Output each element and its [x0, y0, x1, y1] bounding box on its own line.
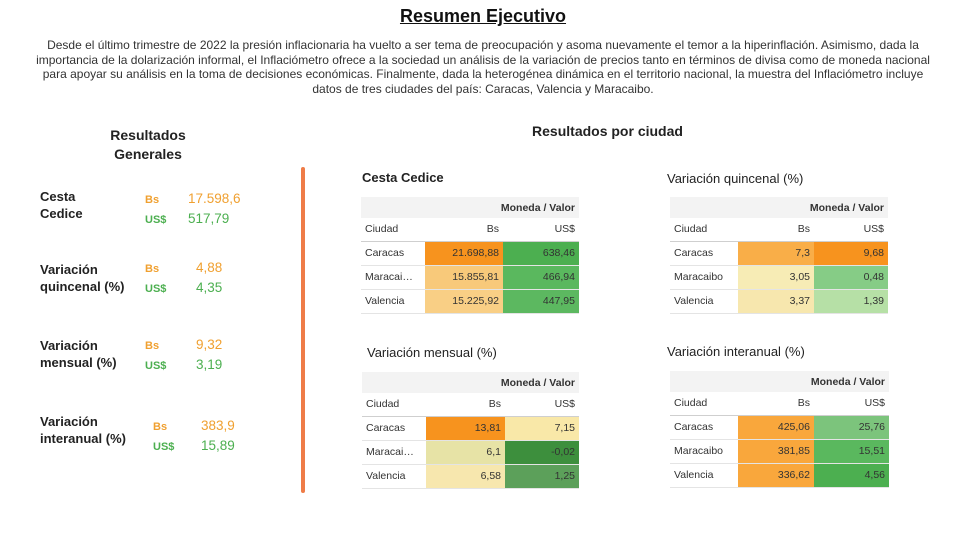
bs-value: 383,9	[201, 418, 235, 433]
table-header	[670, 218, 888, 241]
table-row	[670, 439, 889, 463]
cell-bs: 425,06	[738, 415, 814, 439]
metric-label-line2: interanual (%)	[40, 431, 126, 446]
table-title-unit: (%)	[472, 345, 497, 360]
cell-usd: 466,94	[503, 265, 579, 289]
city-table	[361, 197, 579, 314]
bs-value: 9,32	[196, 337, 223, 352]
table-row	[362, 464, 579, 488]
usd-value: 3,19	[196, 357, 223, 372]
general-heading-line1: Resultados	[110, 127, 186, 143]
cell-city: Caracas	[362, 416, 426, 440]
column-group-header: Moneda / Valor	[361, 197, 579, 218]
usd-currency-label: US$	[145, 360, 167, 372]
bs-currency-label: Bs	[153, 421, 168, 433]
cell-bs: 381,85	[738, 439, 814, 463]
cell-bs: 15.855,81	[425, 265, 503, 289]
metric-label-line1: Variación	[40, 338, 98, 353]
cell-city: Maracai…	[362, 440, 426, 464]
cell-bs: 15.225,92	[425, 289, 503, 313]
column-group-header: Moneda / Valor	[670, 371, 889, 392]
cell-bs: 3,37	[738, 289, 814, 313]
column-header-usd[interactable]: US$	[503, 218, 579, 241]
table-header	[362, 393, 579, 416]
column-header-usd[interactable]: US$	[814, 392, 889, 415]
column-header-usd[interactable]: US$	[814, 218, 888, 241]
cell-city: Caracas	[361, 241, 425, 265]
table-header	[670, 392, 889, 415]
cell-usd: 1,25	[505, 464, 579, 488]
column-header-city[interactable]: Ciudad	[670, 218, 738, 241]
cell-usd: 447,95	[503, 289, 579, 313]
bs-value: 17.598,6	[188, 191, 241, 206]
metric-label	[40, 261, 125, 295]
section-divider	[301, 167, 305, 493]
table-row	[670, 415, 889, 439]
table-title-main: Variación quincenal	[667, 171, 780, 186]
table-row	[670, 463, 889, 487]
table-header-group	[670, 371, 889, 392]
table-row	[362, 416, 579, 440]
metric-label	[40, 188, 83, 222]
cell-bs: 6,1	[426, 440, 505, 464]
cell-city: Valencia	[670, 289, 738, 313]
table-row	[361, 265, 579, 289]
table-row	[361, 241, 579, 265]
table-title-unit: (%)	[780, 344, 805, 359]
general-results-heading	[88, 126, 208, 164]
metric-label-line1: Variación	[40, 414, 98, 429]
cell-city: Valencia	[361, 289, 425, 313]
metric-label	[40, 413, 126, 447]
cell-city: Caracas	[670, 415, 738, 439]
city-table	[670, 197, 888, 314]
table-title-main: Variación interanual	[667, 344, 781, 359]
column-group-header: Moneda / Valor	[362, 372, 579, 393]
bs-value: 4,88	[196, 260, 223, 275]
usd-value: 517,79	[188, 211, 230, 226]
table-row	[670, 265, 888, 289]
column-header-bs[interactable]: Bs	[426, 393, 505, 416]
metric-label-line1: Cesta	[40, 189, 76, 204]
general-heading-line2: Generales	[114, 146, 182, 162]
column-header-bs[interactable]: Bs	[738, 218, 814, 241]
cell-usd: 4,56	[814, 463, 889, 487]
table-header-group	[361, 197, 579, 218]
city-table	[670, 371, 889, 488]
table-row	[670, 241, 888, 265]
table-title-main: Cesta Cedice	[362, 170, 444, 185]
column-header-bs[interactable]: Bs	[738, 392, 814, 415]
cell-city: Caracas	[670, 241, 738, 265]
cell-city: Maracai…	[361, 265, 425, 289]
cell-usd: 0,48	[814, 265, 888, 289]
cell-usd: -0,02	[505, 440, 579, 464]
table-row	[670, 289, 888, 313]
metric-label	[40, 337, 117, 371]
cell-bs: 3,05	[738, 265, 814, 289]
table-row	[362, 440, 579, 464]
metric-label-line2: Cedice	[40, 206, 83, 221]
usd-currency-label: US$	[145, 214, 167, 226]
cell-bs: 6,58	[426, 464, 505, 488]
usd-currency-label: US$	[145, 283, 167, 295]
by-city-heading: Resultados por ciudad	[532, 123, 683, 139]
cell-usd: 25,76	[814, 415, 889, 439]
metric-label-line2: quincenal (%)	[40, 279, 125, 294]
column-group-header: Moneda / Valor	[670, 197, 888, 218]
cell-usd: 7,15	[505, 416, 579, 440]
city-table	[362, 372, 579, 489]
metric-label-line1: Variación	[40, 262, 98, 277]
cell-usd: 15,51	[814, 439, 889, 463]
column-header-usd[interactable]: US$	[505, 393, 579, 416]
column-header-city[interactable]: Ciudad	[670, 392, 738, 415]
usd-value: 15,89	[201, 438, 235, 453]
cell-usd: 1,39	[814, 289, 888, 313]
metric-label-line2: mensual (%)	[40, 355, 117, 370]
table-title	[362, 170, 444, 185]
cell-bs: 7,3	[738, 241, 814, 265]
bs-currency-label: Bs	[145, 194, 160, 206]
column-header-bs[interactable]: Bs	[425, 218, 503, 241]
table-title	[367, 345, 497, 360]
bs-currency-label: Bs	[145, 340, 160, 352]
table-header	[361, 218, 579, 241]
cell-bs: 336,62	[738, 463, 814, 487]
table-title-unit: (%)	[779, 171, 804, 186]
table-title-main: Variación mensual	[367, 345, 473, 360]
usd-value: 4,35	[196, 280, 223, 295]
column-header-city[interactable]: Ciudad	[362, 393, 426, 416]
column-header-city[interactable]: Ciudad	[361, 218, 425, 241]
bs-currency-label: Bs	[145, 263, 160, 275]
table-header-group	[362, 372, 579, 393]
table-header-group	[670, 197, 888, 218]
table-row	[361, 289, 579, 313]
cell-city: Valencia	[362, 464, 426, 488]
page-title: Resumen Ejecutivo	[399, 6, 567, 26]
cell-city: Maracaibo	[670, 439, 738, 463]
cell-city: Maracaibo	[670, 265, 738, 289]
intro-paragraph: Desde el último trimestre de 2022 la presión inflacionaria ha vuelto a ser tema de preocupación y asoma nuevamente el temor a la hiperinflación. Asimismo, dada la importancia de la dolarización informal, el Inflaciómetro ofrece a la sociedad un análisis de la variación de precios tanto en términos de divisa como de moneda nacional para apoyar su análisis en la toma de decisiones económicas. Finalmente, dada la heterogénea dinámica en el territorio nacional, la muestra del Inflaciómetro incluye datos de tres ciudades del país: Caracas, Valencia y Maracaibo.	[36, 38, 930, 96]
table-title	[667, 344, 805, 359]
usd-currency-label: US$	[153, 441, 175, 453]
table-title	[667, 171, 803, 186]
cell-bs: 21.698,88	[425, 241, 503, 265]
cell-usd: 9,68	[814, 241, 888, 265]
cell-city: Valencia	[670, 463, 738, 487]
cell-usd: 638,46	[503, 241, 579, 265]
cell-bs: 13,81	[426, 416, 505, 440]
